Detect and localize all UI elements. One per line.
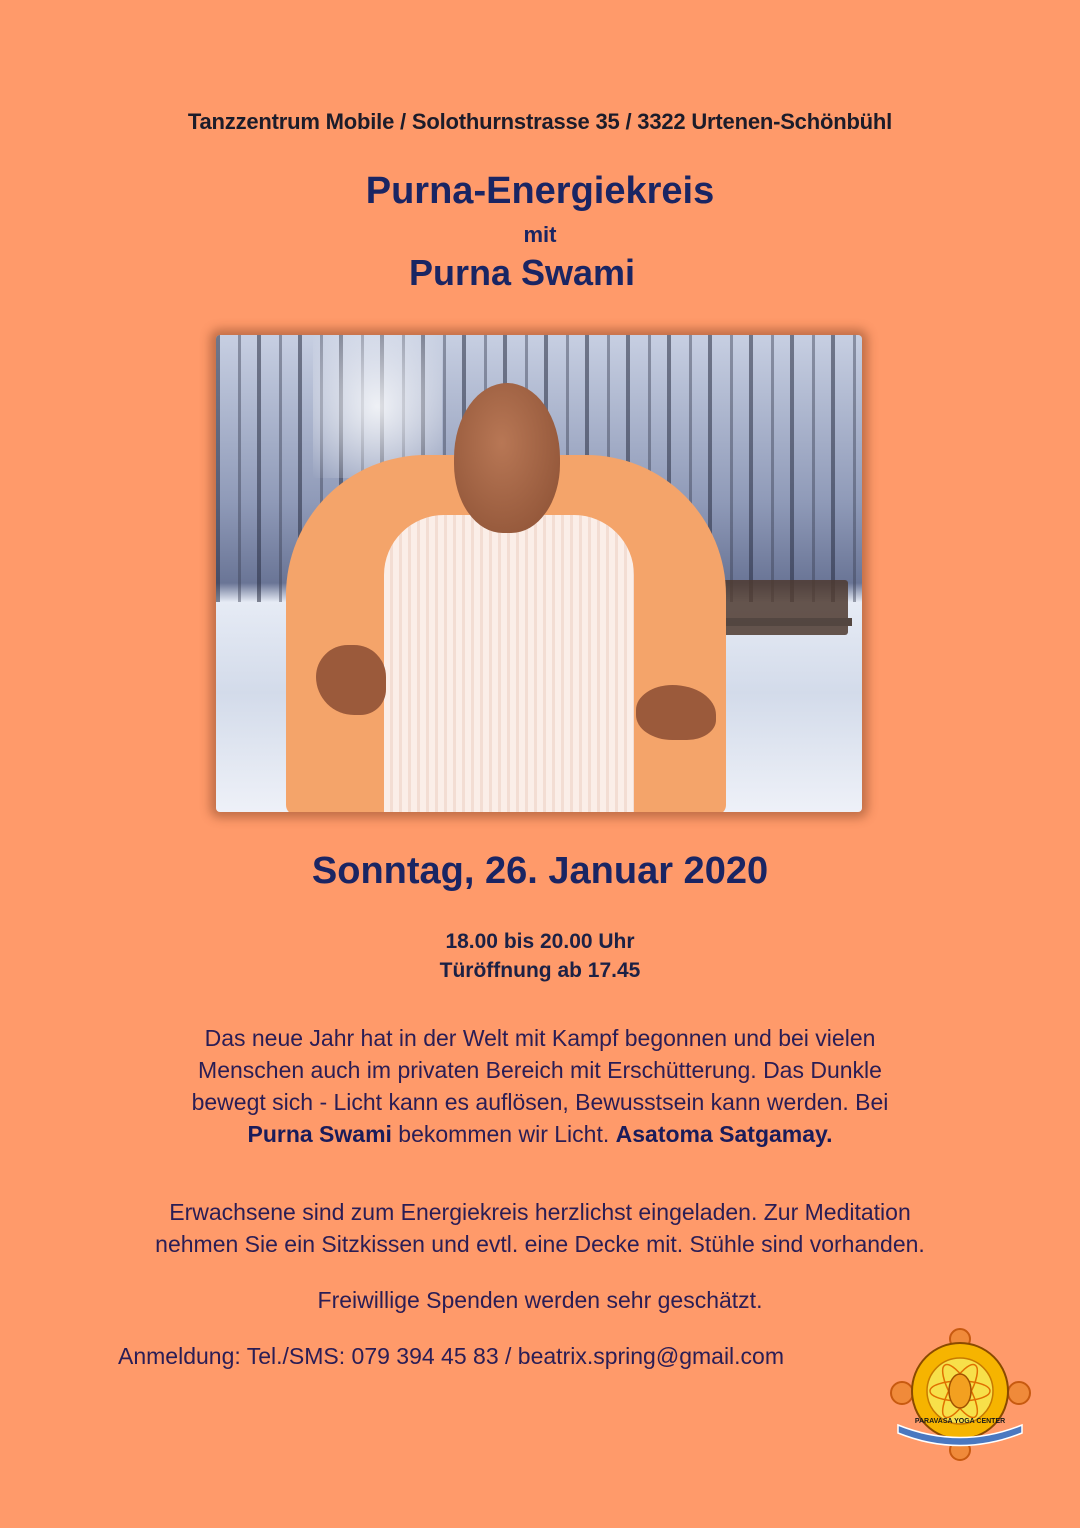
registration-contact: Anmeldung: Tel./SMS: 079 394 45 83 / beatrix.spring@gmail.com [118,1343,785,1369]
intro-line: bewegt sich - Licht kann es auflösen, Bewusstsein kann werden. Bei [191,1089,889,1115]
title-connector: mit [523,222,557,247]
intro-line: Menschen auch im privaten Bereich mit Erschütterung. Das Dunkle [198,1057,882,1083]
guest-name: Purna Swami [408,252,636,293]
guest-name-inline: Purna Swami [247,1121,392,1147]
doors-open: Türöffnung ab 17.45 [439,959,641,982]
logo-text: PARAVASA YOGA CENTER [914,1418,1006,1425]
intro-line: Das neue Jahr hat in der Welt mit Kampf begonnen und bei vielen [204,1025,876,1051]
event-hours: 18.00 bis 20.00 Uhr [445,930,635,953]
invitation-line: Erwachsene sind zum Energiekreis herzlichst eingeladen. Zur Meditation [169,1199,911,1225]
intro-line [90,1118,990,1150]
donation-note: Freiwillige Spenden werden sehr geschätzt. [317,1287,763,1313]
invitation-paragraph [90,1196,990,1260]
venue-address: Tanzzentrum Mobile / Solothurnstrasse 35 / 3322 Urtenen-Schönbühl [187,109,893,134]
bench [713,580,848,635]
head [454,383,560,533]
white-kurta [384,515,634,812]
paravasa-yoga-center-logo [888,1325,1033,1465]
intro-text: bekommen wir Licht. [391,1121,616,1147]
event-date: Sonntag, 26. Januar 2020 [311,850,769,892]
mantra: Asatoma Satgamay. [615,1121,833,1147]
event-time [0,927,1080,985]
intro-paragraph [90,1022,990,1150]
guest-photo [216,335,862,812]
invitation-line: nehmen Sie ein Sitzkissen und evtl. eine Decke mit. Stühle sind vorhanden. [155,1231,925,1257]
event-title: Purna-Energiekreis [365,170,715,212]
